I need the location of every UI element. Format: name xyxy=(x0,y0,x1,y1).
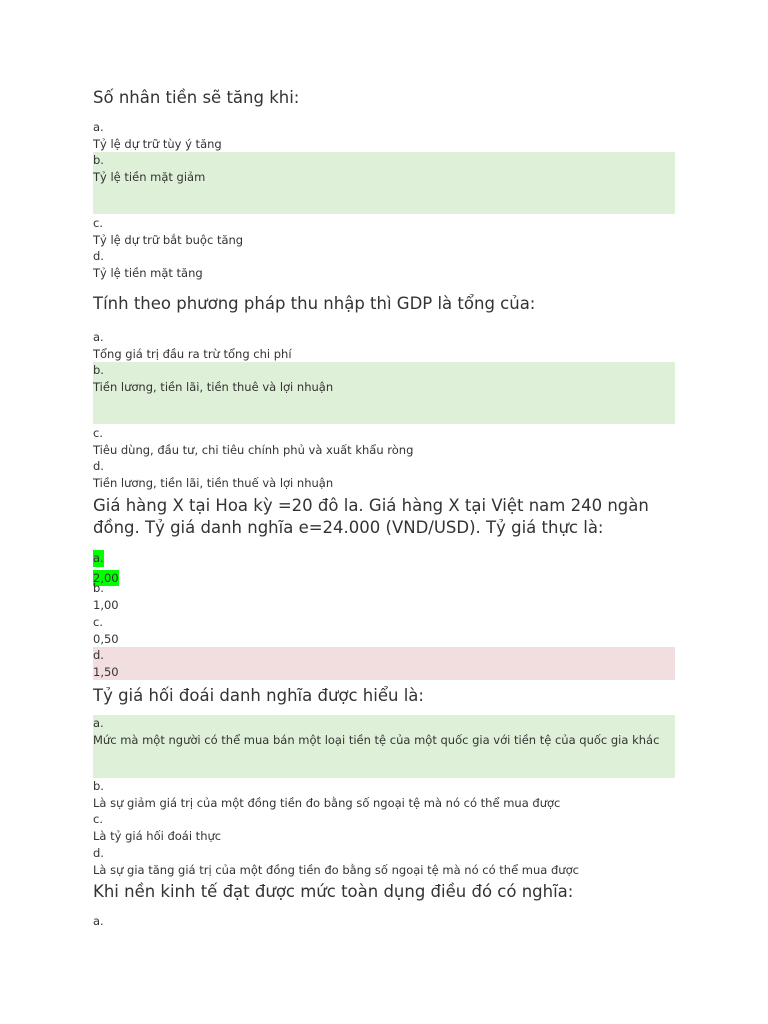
option-text: Tiền lương, tiền lãi, tiền thuế và lợi nhuận xyxy=(93,475,334,490)
option-a-correct[interactable] xyxy=(93,715,675,778)
option-d[interactable] xyxy=(93,458,675,491)
option-b[interactable] xyxy=(93,580,675,613)
option-c[interactable] xyxy=(93,215,675,248)
option-text: Tổng giá trị đầu ra trừ tổng chi phí xyxy=(93,346,292,361)
option-letter: b. xyxy=(93,779,104,793)
question-title: Tỷ giá hối đoái danh nghĩa được hiểu là: xyxy=(93,686,424,705)
option-text: Là sự giảm giá trị của một đồng tiền đo bằng số ngoại tệ mà nó có thể mua được xyxy=(93,795,561,810)
option-text: 2,00 xyxy=(93,570,119,585)
question-title: Tính theo phương pháp thu nhập thì GDP là tổng của: xyxy=(93,294,536,313)
option-letter: c. xyxy=(93,615,103,629)
option-a[interactable] xyxy=(93,329,675,362)
option-letter: a. xyxy=(93,914,104,928)
option-text: Tỷ lệ tiền mặt tăng xyxy=(93,265,203,280)
option-d-wrong[interactable] xyxy=(93,647,675,680)
option-a[interactable] xyxy=(93,119,675,152)
option-letter: d. xyxy=(93,648,104,662)
option-letter: a. xyxy=(93,716,104,730)
question-title: Khi nền kinh tế đạt được mức toàn dụng điều đó có nghĩa: xyxy=(93,882,574,901)
option-a-highlighted[interactable] xyxy=(93,547,675,585)
option-d[interactable] xyxy=(93,248,675,281)
option-letter: a. xyxy=(93,551,104,565)
option-b-correct[interactable] xyxy=(93,362,675,424)
option-text: Là tỷ giá hối đoái thực xyxy=(93,828,222,843)
option-letter: c. xyxy=(93,812,103,826)
option-a[interactable] xyxy=(93,913,675,930)
option-text: Tiêu dùng, đầu tư, chi tiêu chính phủ và xuất khẩu ròng xyxy=(93,442,414,457)
option-letter: a. xyxy=(93,330,104,344)
option-text: Mức mà một người có thể mua bán một loại tiền tệ của một quốc gia với tiền tệ của quốc gia khác xyxy=(93,732,660,747)
option-letter: d. xyxy=(93,846,104,860)
option-letter: d. xyxy=(93,249,104,263)
option-c[interactable] xyxy=(93,811,675,844)
option-letter: b. xyxy=(93,581,104,595)
option-letter: b. xyxy=(93,363,104,377)
option-b-correct[interactable] xyxy=(93,152,675,214)
option-letter: a. xyxy=(93,120,104,134)
option-c[interactable] xyxy=(93,614,675,647)
option-text: Tỷ lệ dự trữ bắt buộc tăng xyxy=(93,232,244,247)
option-letter: b. xyxy=(93,153,104,167)
option-letter: d. xyxy=(93,459,104,473)
option-c[interactable] xyxy=(93,425,675,458)
option-letter: c. xyxy=(93,216,103,230)
option-text: Là sự gia tăng giá trị của một đồng tiền đo bằng số ngoại tệ mà nó có thể mua được xyxy=(93,862,579,877)
question-title: Giá hàng X tại Hoa kỳ =20 đô la. Giá hàng X tại Việt nam 240 ngàn đồng. Tỷ giá danh nghĩa e=24.000 (VND/USD). Tỷ giá thực là: xyxy=(93,496,649,537)
option-text: Tỷ lệ dự trữ tùy ý tăng xyxy=(93,136,222,151)
option-b[interactable] xyxy=(93,778,675,811)
option-text: 1,50 xyxy=(93,664,119,679)
option-text: Tiền lương, tiền lãi, tiền thuê và lợi nhuận xyxy=(93,379,334,394)
option-letter: c. xyxy=(93,426,103,440)
option-text: 0,50 xyxy=(93,631,119,646)
option-text: 1,00 xyxy=(93,597,119,612)
question-title: Số nhân tiền sẽ tăng khi: xyxy=(93,88,300,107)
option-text: Tỷ lệ tiền mặt giảm xyxy=(93,169,206,184)
option-d[interactable] xyxy=(93,845,675,878)
